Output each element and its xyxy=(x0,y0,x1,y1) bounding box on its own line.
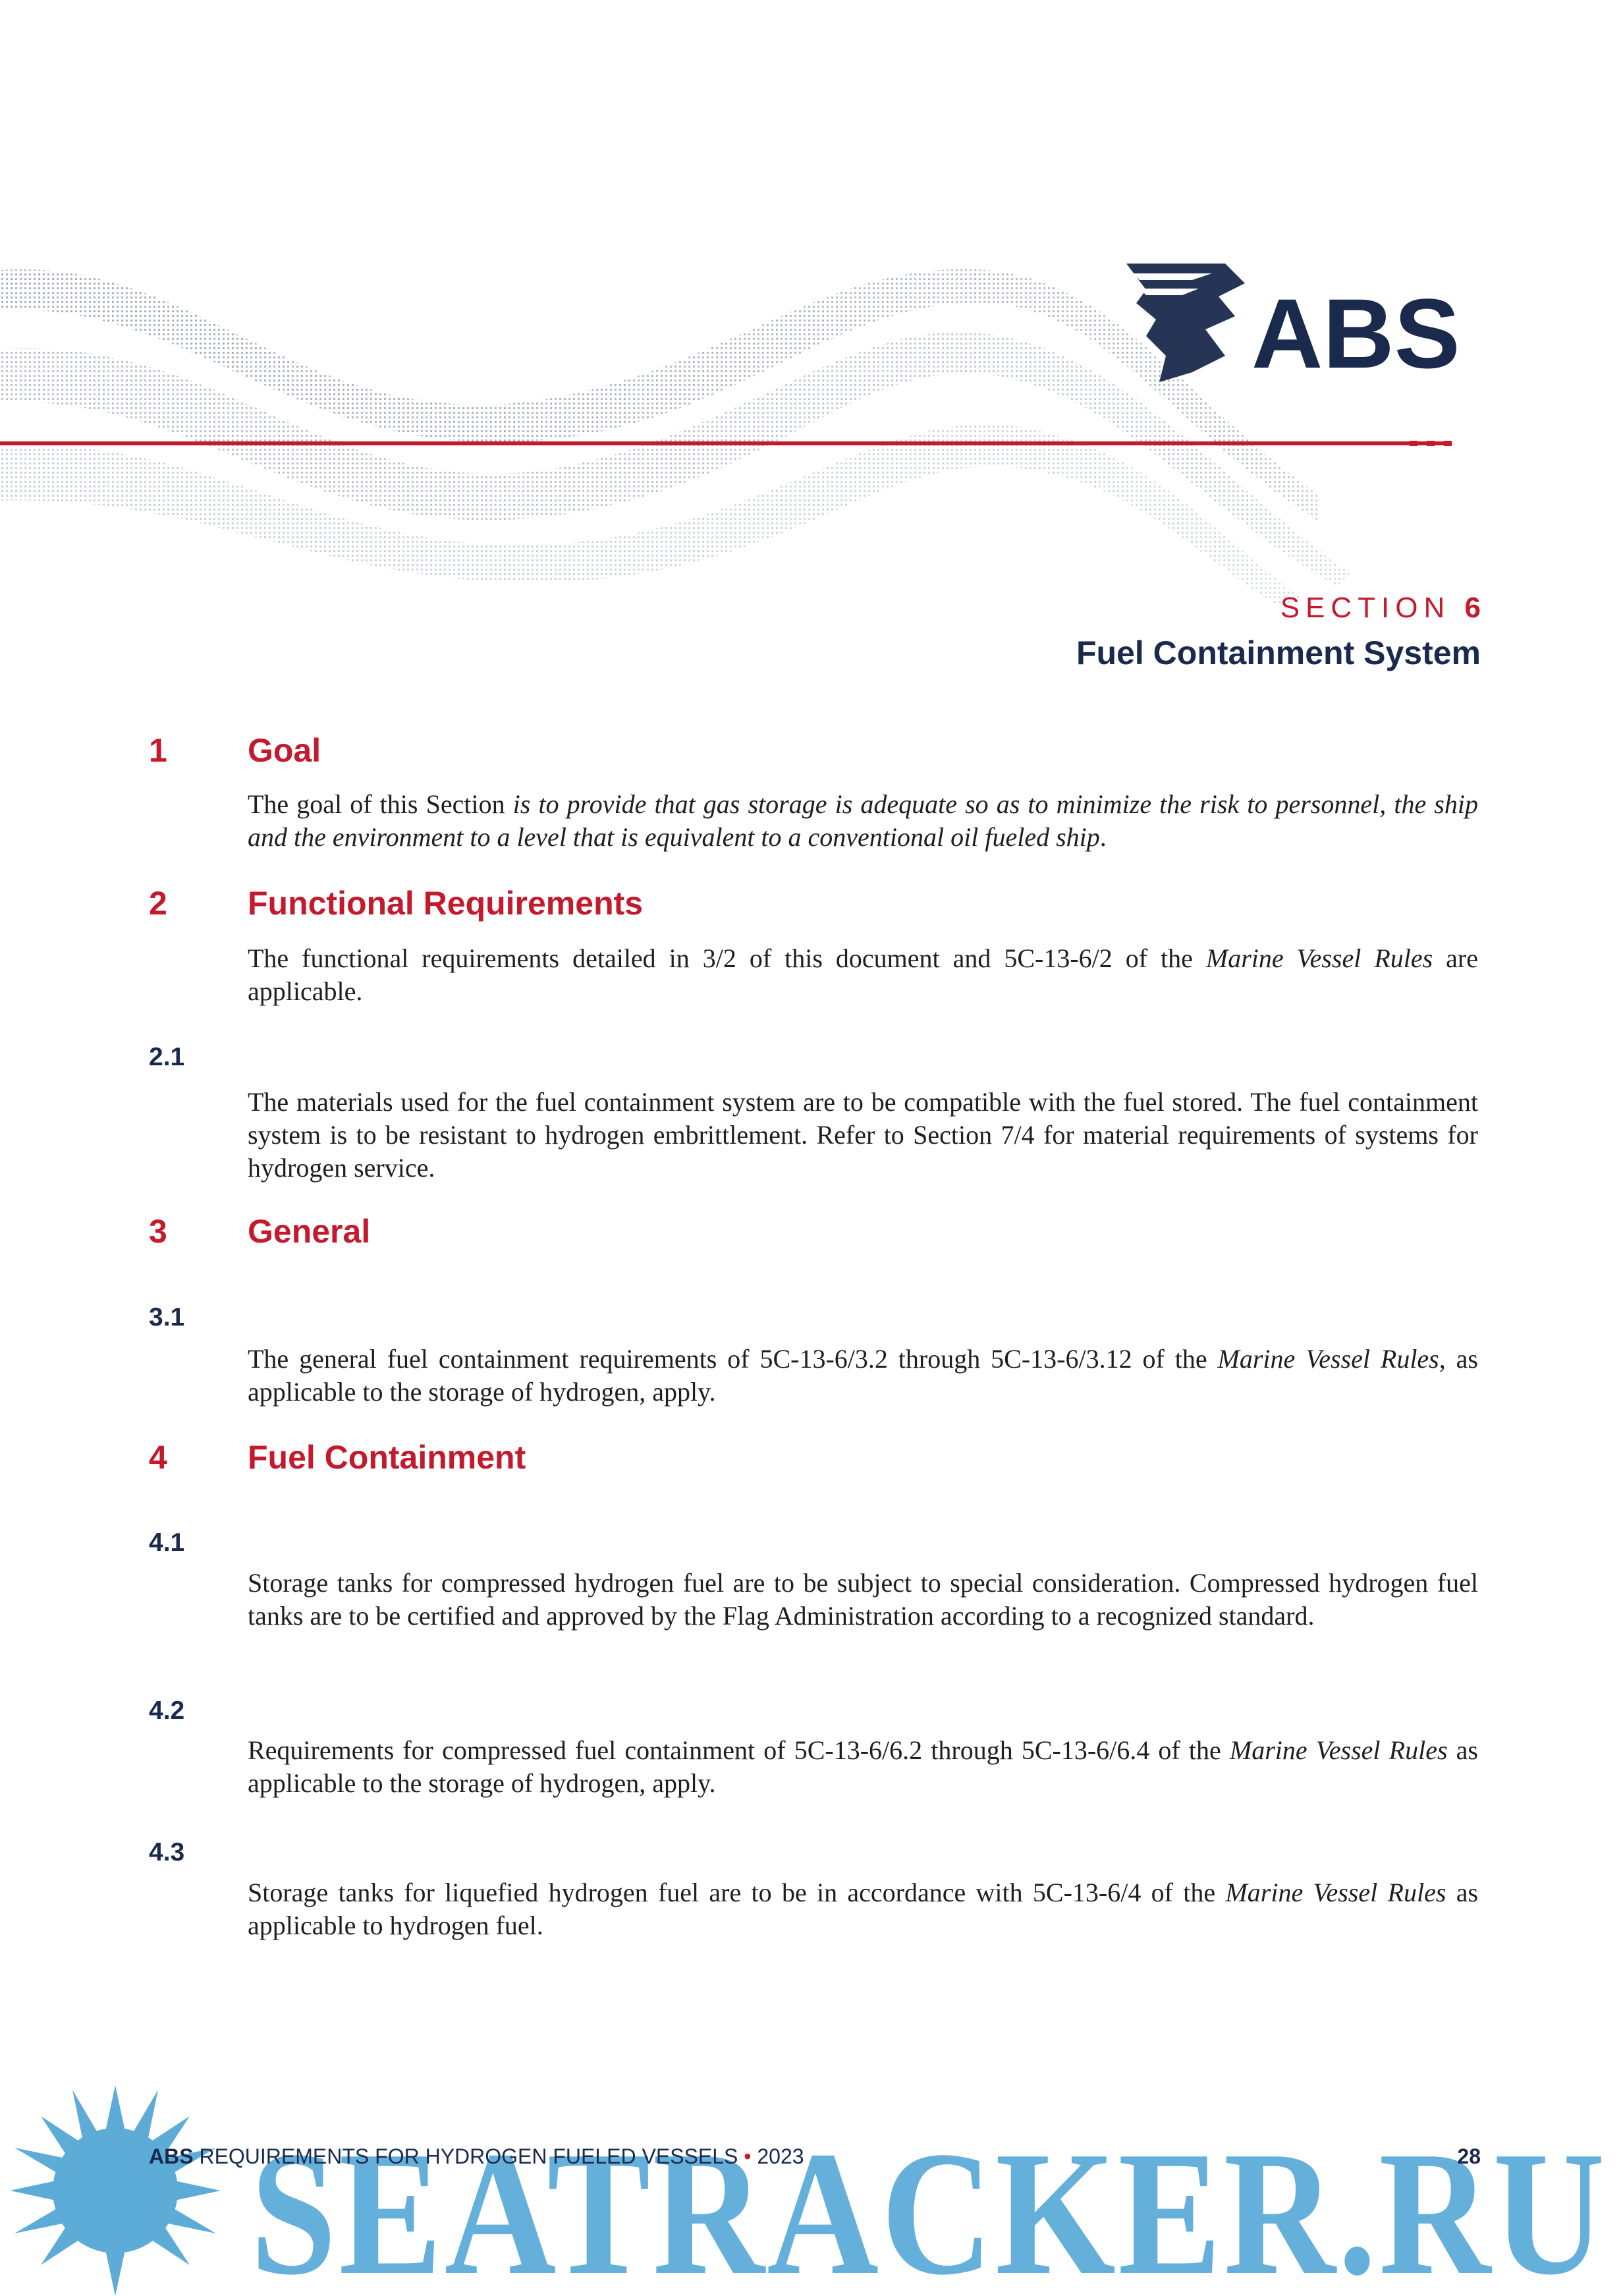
paragraph-4-1: Storage tanks for compressed hydrogen fuel are to be subject to special consideration. Compressed hydrogen fuel tanks are to be certified and approved by the Flag Administration according to a recognized standard. xyxy=(248,1568,1478,1631)
eagle-emblem-icon xyxy=(1126,264,1245,382)
subheading-3-1: 3.1 xyxy=(149,1303,185,1331)
heading-number-3: 3 xyxy=(149,1213,167,1250)
heading-functional-requirements: Functional Requirements xyxy=(248,885,644,922)
heading-number-1: 1 xyxy=(149,732,167,769)
header-rule-dots xyxy=(1410,437,1461,449)
section-title: Fuel Containment System xyxy=(1076,634,1481,671)
subheading-4-2: 4.2 xyxy=(149,1696,185,1725)
footer-document-title: ABS REQUIREMENTS FOR HYDROGEN FUELED VESSELS • 2023 xyxy=(149,2144,804,2168)
paragraph-4-3: Storage tanks for liquefied hydrogen fuel are to be in accordance with 5C-13-6/4 of the Marine Vessel Rules as applicable to hydrogen fuel. xyxy=(248,1878,1479,1940)
abs-logo xyxy=(1120,257,1475,402)
goal-paragraph: The goal of this Section is to provide that gas storage is adequate so as to minimize the risk to personnel, the ship and the environment to a level that is equivalent to a conventional oil fueled ship. xyxy=(248,789,1478,852)
sun-watermark-icon xyxy=(10,2085,221,2296)
watermark-text: SEATRACKER.RU xyxy=(250,2115,1607,2296)
header-rule xyxy=(0,441,1449,445)
paragraph-4-2: Requirements for compressed fuel containment of 5C-13-6/6.2 through 5C-13-6/6.4 of the Marine Vessel Rules as applicable to the storage of hydrogen, apply. xyxy=(248,1735,1478,1798)
heading-fuel-containment: Fuel Containment xyxy=(248,1439,526,1476)
heading-number-2: 2 xyxy=(149,885,167,922)
paragraph-2-1: The materials used for the fuel containment system are to be compatible with the fuel stored. The fuel containment system is to be resistant to hydrogen embrittlement. Refer to Section 7/4 for material requirements of systems for hydrogen service. xyxy=(248,1087,1478,1183)
abs-logo-wordmark: ABS xyxy=(1252,278,1460,389)
functional-requirements-paragraph: The functional requirements detailed in 3/2 of this document and 5C-13-6/2 of the Marine Vessel Rules are applicable. xyxy=(248,943,1479,1006)
section-number: 6 xyxy=(1464,592,1481,624)
heading-number-4: 4 xyxy=(149,1439,167,1476)
heading-general: General xyxy=(248,1213,371,1250)
subheading-2-1: 2.1 xyxy=(149,1043,185,1071)
paragraph-3-1: The general fuel containment requirements of 5C-13-6/3.2 through 5C-13-6/3.12 of the Marine Vessel Rules, as applicable to the storage of hydrogen, apply. xyxy=(248,1344,1478,1407)
subheading-4-3: 4.3 xyxy=(149,1838,185,1866)
heading-goal: Goal xyxy=(248,732,321,769)
footer-page-number: 28 xyxy=(1457,2144,1481,2168)
seatracker-watermark xyxy=(0,2075,1623,2296)
section-label: SECTION 6 xyxy=(1280,592,1481,624)
subheading-4-1: 4.1 xyxy=(149,1528,185,1557)
